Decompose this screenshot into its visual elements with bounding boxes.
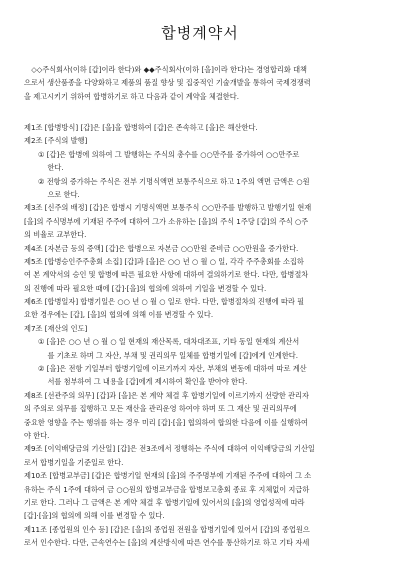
article-4-line: 제4조 [자본금 등의 증액] [갑]은 합병으로 자본금 ○○만원 준비금 ○○만원을 증가한다. [24, 243, 299, 253]
article-10-line: 기로 한다. 그러나 그 금액은 본 계약 체결 후 합병기일에 있어서의 [을]의 영업성적에 따라 [24, 497, 305, 507]
article-8-line: 제8조 [선관주의 의무] [갑]과 [을]은 본 계약 체결 후 합병기일에 이르기까지 선량한 관리자 [24, 390, 309, 400]
article-7-clause-2-line: 서를 첨부하여 그 내용을 [갑]에게 제시하여 확인을 받아야 한다. [38, 377, 248, 387]
article-8-line: 의 주의로 의무를 집행하고 모든 재산을 관리운영 하여야 하며 또 그 재산 및 권리의무에 [24, 404, 297, 414]
document-title: 합병계약서 [161, 24, 239, 42]
article-7-clause-1-line: 를 기초로 하며 그 자산, 부채 및 권리의무 일체를 합병기일에 [갑]에게 인계한다. [38, 350, 299, 360]
articles-body [24, 121, 378, 550]
article-3-line: 의 비율로 교부한다. [24, 230, 87, 240]
article-9-line: 제9조 [이익배당금의 기산일] [갑]은 전3조에서 정행하는 주식에 대하여 이익배당금의 기산일 [24, 444, 315, 454]
intro-line: ◇◇주식회사(이하 [갑]이라 한다)와 ◆◆주식회사(이하 [을]이라 한다)는 경영합리화 대책 [24, 65, 307, 74]
article-6-line: 제6조 [합병일자] 합병기일은 ○○ 년 ○ 월 ○ 일로 한다. 다만, 합병절차의 진행에 따라 필 [24, 297, 305, 307]
article-10-line: 제10조 [합병교부금] [갑]은 합병기일 현재의 [을]의 주주명부에 기재된 주주에 대하여 그 소 [24, 471, 312, 481]
article-7-heading: 제7조 [재산의 인도] [24, 323, 88, 333]
intro-paragraph [24, 63, 378, 103]
article-7-clause-1-line: ① [을]은 ○○ 년 ○ 월 ○ 일 현재의 재산목록, 대차대조표, 기타 동일 현재의 계산서 [38, 337, 300, 347]
article-1-line: 제1조 [합병방식] [갑]은 [을]을 합병하여 [갑]은 존속하고 [을]은 해산한다. [24, 123, 258, 132]
article-7-clause-2-line: ② [을]은 전항 기일부터 합병기일에 이르기까지 자산, 부채의 변동에 대하여 따로 계산 [38, 364, 307, 374]
article-11-line: 제11조 [종업원의 인수 등] [갑]은 [을]의 종업원 전원을 합병기일에 있어서 [갑]의 종업원으 [24, 524, 310, 534]
article-8-line: 야 한다. [24, 430, 50, 440]
article-5-line: 의 진행에 따라 필요한 때에 [갑]·[을]의 협의에 의하여 기일을 변경할 수 있다. [24, 283, 267, 293]
article-2-clause-1-line: 한다. [38, 163, 64, 173]
article-5-line: 제5조 [합병승인주주총회 소집] [갑]과 [을]은 ○○ 년 ○ 월 ○ 일, 각각 주주총회를 소집하 [24, 256, 304, 266]
article-2-clause-2-line: ② 전항의 증가하는 주식은 전부 기명식액면 보통주식으로 하고 1주의 액면 금액은 ○원 [38, 176, 310, 186]
article-8-line: 중요한 영향을 주는 행위를 하는 경우 미리 [갑]·[을] 협의하여 합의한 다음에 이를 실행하여 [24, 417, 308, 427]
article-11-line: 로서 인수한다. 다만, 근속연수는 [을]의 계산방식에 따른 연수를 통산하기로 하고 기타 자세 [24, 538, 310, 548]
article-2-heading: 제2조 [주식의 발행] [24, 136, 88, 146]
article-2-clause-2-line: 으로 한다. [38, 189, 80, 199]
article-6-line: 요한 경우에는 [갑], [을]의 협의에 의해 이를 변경할 수 있다. [24, 310, 214, 320]
article-2-clause-1-line: ① [갑]은 합병에 의하여 그 발행하는 주식의 총수를 ○○만주를 증가하여 ○○만주로 [38, 149, 300, 159]
article-5-line: 여 본 계약서의 승인 및 합병에 따른 필요한 사항에 대하여 결의하기로 한다. 다만, 합병절차 [24, 270, 309, 280]
article-3-line: 제3조 [신주의 배정] [갑]은 합병시 기명식액면 보통주식 ○○만주를 발행하고 발행기일 현재 [24, 203, 312, 213]
article-10-line: 유하는 주식 1주에 대하여 금 ○○원의 합병교부금을 합병보고총회 종료 후 지체없이 지급하 [24, 484, 310, 494]
intro-line: 을 제고시키기 위하여 합병하기로 하고 다음과 같이 계약을 체결한다. [24, 91, 239, 101]
intro-line: 으로서 생산품종을 다양화하고 제품의 품질 향상 및 집중적인 기술개발을 통하여 국제경쟁력 [24, 78, 311, 88]
article-10-line: [갑]·[을]의 협의에 의해 이를 변경할 수 있다. [24, 511, 165, 521]
article-3-line: [을]의 주식명부에 기재된 주주에 대하여 그가 소유하는 [을]의 주식 1주당 [갑]의 주식 ○주 [24, 216, 309, 226]
article-9-line: 로서 합병기일을 기준일로 한다. [24, 457, 124, 467]
